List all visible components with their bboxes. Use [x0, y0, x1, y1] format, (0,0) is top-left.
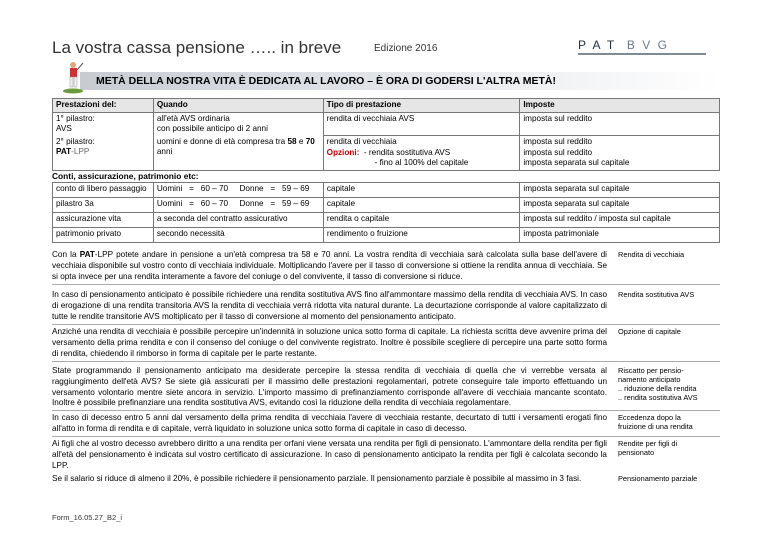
table-row: [53, 198, 720, 213]
cell: imposta separata sul capitale: [523, 158, 630, 167]
paragraph-text: Con la: [52, 250, 80, 259]
cell: AVS: [56, 124, 72, 133]
cell: imposta separata sul capitale: [520, 198, 720, 213]
paragraph-eccedenza: In caso di decesso entro 5 anni dal versamento della prima rendita di vecchiaia l'avere di vecchiaia restante, decurtato di tutti i versamenti erogati fino all'atto in forma di rendita e di capitale, verrà liquidato in soluzione unica sotto forma di capitale in caso di decesso.: [52, 413, 607, 433]
option-item: - rendita sostitutiva AVS: [363, 147, 451, 157]
cell: 2° pilastro:: [56, 136, 95, 146]
logo: [578, 38, 669, 52]
logo-text-bvg: B V G: [626, 38, 669, 52]
cell: conto di libero passaggio: [53, 183, 154, 198]
side-label: .. rendita sostitutiva AVS: [618, 393, 698, 402]
page-title: La vostra cassa pensione ….. in breve: [52, 38, 342, 57]
side-label-group: [618, 439, 718, 457]
divider: [52, 361, 720, 362]
side-label: pensionato: [618, 448, 655, 457]
divider: [52, 324, 720, 325]
logo-underline: [578, 53, 706, 55]
age-min: 58: [287, 136, 297, 146]
cell: secondo necessità: [153, 228, 323, 243]
age-men: Uomini = 60 – 70: [156, 184, 229, 193]
age-women: Donne = 59 – 69: [239, 199, 310, 208]
age-max: 70: [305, 136, 315, 146]
headline: METÀ DELLA NOSTRA VITA È DEDICATA AL LAVORO – È ORA DI GODERSI L'ALTRA METÀ!: [96, 75, 557, 87]
edition-label: Edizione 2016: [374, 43, 438, 54]
cell: [153, 198, 323, 213]
pat-label: PAT: [56, 147, 72, 156]
side-label: namento anticipato: [618, 375, 681, 384]
cell-text: e: [296, 136, 306, 146]
section-heading: Conti, assicurazione, patrimonio etc:: [52, 171, 199, 181]
table-header-row: [53, 99, 720, 113]
col-header: Imposte: [520, 99, 720, 113]
option-item: - fino al 100% del capitale: [374, 158, 469, 167]
age-men: Uomini = 60 – 70: [156, 199, 229, 208]
cell: [56, 147, 150, 158]
cell: patrimonio privato: [53, 228, 154, 243]
cell-text: uomini e donne di età compresa tra: [156, 136, 288, 146]
cell: rendita o capitale: [323, 213, 520, 228]
table-row: [53, 112, 720, 136]
cell: 1° pilastro:: [56, 113, 95, 123]
cell: a seconda del contratto assicurativo: [153, 213, 323, 228]
side-label: .. riduzione della rendita: [618, 384, 697, 393]
cell: all'età AVS ordinaria: [156, 113, 230, 123]
paragraph-text: -LPP potete andare in pensione a un'età compresa tra 58 e 70 anni. La vostra rendita di vecchiaia sarà calcolata sulla base dell'avere di vecchiaia disponibile sul vostro conto di vecchiaia individuale. Moltiplicando l'avere per il tasso di conversione si ottiene la rendita annua di vecchiaia. Se si opta invece per una rendita interamente a favore del coniuge o del convivente, il tasso di conversione si riduce.: [52, 250, 607, 281]
divider: [52, 436, 720, 437]
table-row: [53, 213, 720, 228]
paragraph-capitale: Anziché una rendita di vecchiaia è possibile percepire un'indennità in soluzione unica sotto forma di capitale. La richiesta scritta deve avvenire prima del versamento della prima rendita e con il consenso del coniuge o del convivente registrato. Inoltre è possibile scegliere di percepire una parte sotto forma di rendita, chiedendo il rimborso in forma di capitale per le parte restante.: [52, 327, 607, 358]
cell: imposta sul reddito: [523, 147, 593, 157]
cell: assicurazione vita: [53, 213, 154, 228]
side-label: Rendite per figli di: [618, 439, 678, 448]
table-row: [53, 228, 720, 243]
cell: [153, 183, 323, 198]
side-label-group: [618, 366, 718, 402]
col-header: Quando: [153, 99, 323, 113]
cell: rendita di vecchiaia AVS: [323, 112, 520, 136]
cell: imposta sul reddito: [520, 112, 720, 136]
cell-text: anni: [156, 147, 173, 156]
paragraph-parziale: Se il salario si riduce di almeno il 20%, è possibile richiedere il pensionamento parziale. Il pensionamento parziale è possibile al massimo in 3 fasi.: [52, 474, 582, 483]
cell: [153, 136, 323, 171]
paragraph-figli: Ai figli che al vostro decesso avrebbero diritto a una rendita per orfani viene versata una rendita per figli di pensionato. L'ammontare della rendita per figli all'età del pensionamento è indicata sul vostro certificato di assicurazione. In caso di pensionamento anticipato la rendita per figli è calcolata secondo la LPP.: [52, 439, 607, 470]
side-label: Rendita di vecchiaia: [618, 250, 685, 259]
paragraph-riscatto: State programmando il pensionamento anticipato ma desiderate percepire la stessa rendita di vecchiaia di quella che vi verrebbe versata al raggiungimento dell'età AVS? Se siete già assicurati per il massimo delle prestazioni regolamentari, potrete conseguire tale importo effettuando un versamento volontario mentre siete ancora in servizio. L'importo massimo di prefinanziamento corrisponde all'avere di vecchiaia mancante scontato. Inoltre è possibile prefinanziare una rendita sostitutiva AVS, evitando così la riduzione della rendita di vecchiaia regolamentare.: [52, 366, 607, 408]
options-label: Opzioni:: [326, 147, 360, 157]
table-row: [53, 183, 720, 198]
cell: capitale: [323, 183, 520, 198]
logo-text-pat: P A T: [578, 38, 617, 52]
golfer-icon: [62, 60, 84, 94]
pat-label: PAT: [79, 250, 95, 259]
paragraph-sostitutiva: In caso di pensionamento anticipato è possibile richiedere una rendita sostitutiva AVS fino all'ammontare massimo della rendita di vecchiaia AVS. In caso di erogazione di una rendita transitoria AVS la rendita di vecchiaia verrà ridotta vita natural durante. La decurtazione corrisponde al valore capitalizzato di tutte le rendite transitorie AVS moltiplicato per il tasso di conversione al momento del pensionamento anticipato.: [52, 290, 607, 321]
cell: imposta separata sul capitale: [520, 183, 720, 198]
divider: [52, 410, 720, 411]
cell: capitale: [323, 198, 520, 213]
cell: imposta patrimoniale: [520, 228, 720, 243]
side-label: Eccedenza dopo la: [618, 413, 681, 422]
cell: imposta sul reddito: [523, 137, 593, 146]
cell: rendimento o fruizione: [323, 228, 520, 243]
side-label: fruizione di una rendita: [618, 422, 693, 431]
table-row: [53, 136, 720, 171]
divider: [52, 284, 720, 285]
side-label: Riscatto per pensio-: [618, 366, 684, 375]
side-label: Rendita sostitutiva AVS: [618, 290, 695, 299]
cell: imposta sul reddito / imposta sul capitale: [520, 213, 720, 228]
side-label-group: [618, 413, 718, 431]
cell: rendita di vecchiaia: [326, 137, 397, 146]
options-line: [327, 148, 517, 159]
form-id: Form_16.05.27_B2_i: [52, 513, 123, 522]
cell: con possibile anticipo di 2 anni: [156, 124, 268, 133]
side-label: Pensionamento parziale: [618, 474, 698, 483]
col-header: Prestazioni del:: [53, 99, 154, 113]
col-header: Tipo di prestazione: [323, 99, 520, 113]
accounts-table: [52, 182, 720, 243]
benefits-table: [52, 98, 720, 171]
side-label: Opzione di capitale: [618, 327, 681, 336]
age-women: Donne = 59 – 69: [239, 184, 310, 193]
paragraph-rendita: [52, 250, 607, 282]
cell: pilastro 3a: [53, 198, 154, 213]
lpp-label: -LPP: [71, 147, 90, 156]
